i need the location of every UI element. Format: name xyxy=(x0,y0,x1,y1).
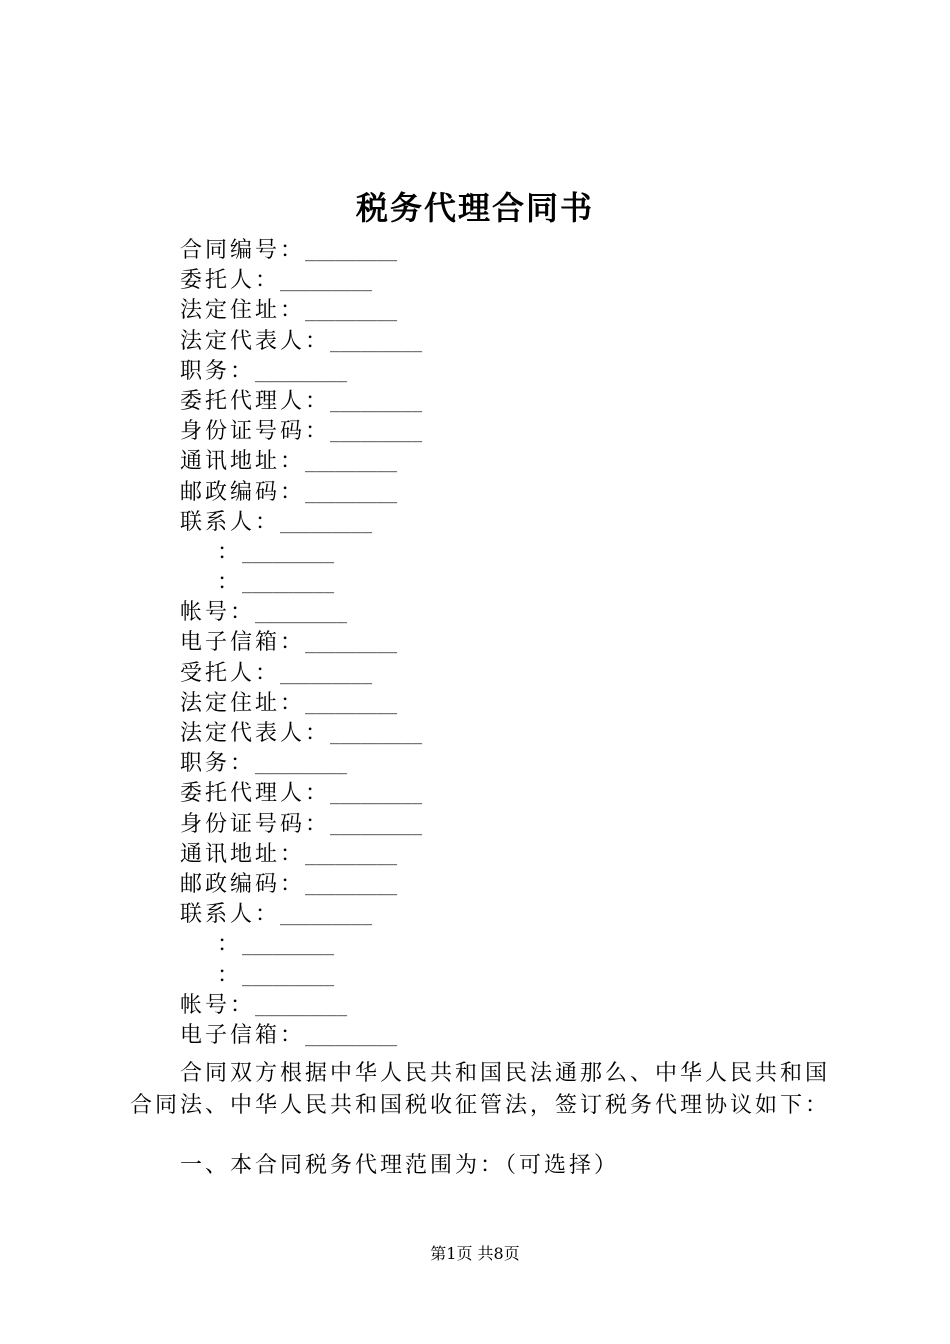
field-blank: _________ xyxy=(305,634,398,655)
field-principal xyxy=(180,266,880,296)
field-label: ： xyxy=(217,570,243,596)
field-principal-email xyxy=(180,628,880,658)
field-label: 合同编号： xyxy=(180,238,306,263)
field-principal-address xyxy=(180,296,880,326)
field-principal-contact xyxy=(180,508,880,538)
field-label: 帐号： xyxy=(180,600,256,626)
field-principal-mail-address xyxy=(180,447,880,477)
field-blank: _________ xyxy=(305,1026,398,1047)
field-label: 委托代理人： xyxy=(180,388,331,414)
field-trustee-unnamed-1 xyxy=(180,930,880,960)
field-label: 联系人： xyxy=(180,509,281,535)
field-label: 通讯地址： xyxy=(180,449,306,475)
field-contract-number xyxy=(180,236,880,266)
section-one-heading: 一、本合同税务代理范围为：（可选择） xyxy=(180,1153,620,1178)
field-trustee-postcode xyxy=(180,870,880,900)
field-label: 职务： xyxy=(180,358,256,384)
field-blank: _________ xyxy=(255,996,348,1017)
field-blank: _________ xyxy=(305,242,398,262)
field-label: 帐号： xyxy=(180,992,256,1018)
field-label: 联系人： xyxy=(180,902,281,928)
field-label: 身份证号码： xyxy=(180,811,331,837)
field-principal-postcode xyxy=(180,478,880,508)
field-label: 职务： xyxy=(180,751,256,777)
field-label: ： xyxy=(217,539,243,565)
intro-paragraph-block xyxy=(130,1058,850,1122)
field-blank: _________ xyxy=(280,664,373,685)
field-principal-unnamed-1 xyxy=(180,538,880,568)
field-blank: _________ xyxy=(330,392,423,413)
field-label: 电子信箱： xyxy=(180,1022,306,1048)
field-blank: _________ xyxy=(330,785,423,806)
field-blank: _________ xyxy=(255,755,348,776)
field-blank: _________ xyxy=(242,543,335,564)
field-label: 邮政编码： xyxy=(180,479,306,505)
field-trustee-account xyxy=(180,991,880,1021)
field-blank: _________ xyxy=(330,332,423,353)
field-principal-agent xyxy=(180,387,880,417)
field-trustee-unnamed-2 xyxy=(180,961,880,991)
field-label: 邮政编码： xyxy=(180,871,306,897)
field-blank: _________ xyxy=(305,453,398,474)
intro-paragraph: 合同双方根据中华人民共和国民法通那么、中华人民共和国合同法、中华人民共和国税收征管法，签订税务代理协议如下： xyxy=(130,1061,831,1118)
field-blank: _________ xyxy=(242,966,335,987)
field-blank: _________ xyxy=(305,302,398,323)
field-principal-position xyxy=(180,357,880,387)
field-trustee xyxy=(180,659,880,689)
field-blank: _________ xyxy=(280,272,373,293)
field-principal-id-number xyxy=(180,417,880,447)
field-label: ： xyxy=(217,962,243,988)
field-label: 身份证号码： xyxy=(180,419,331,445)
field-label: 通讯地址： xyxy=(180,841,306,867)
field-trustee-id-number xyxy=(180,810,880,840)
field-blank: _________ xyxy=(330,423,423,444)
page-footer: 第1页 共8页 xyxy=(430,1244,520,1263)
field-trustee-legal-rep xyxy=(180,719,880,749)
field-trustee-contact xyxy=(180,900,880,930)
field-blank: _________ xyxy=(330,725,423,745)
field-label: 法定住址： xyxy=(180,690,306,716)
field-blank: _________ xyxy=(255,362,348,383)
field-principal-unnamed-2 xyxy=(180,568,880,598)
field-trustee-agent xyxy=(180,779,880,809)
field-trustee-mail-address xyxy=(180,840,880,870)
field-blank: _________ xyxy=(280,906,373,927)
field-label: 委托代理人： xyxy=(180,781,331,807)
field-blank: _________ xyxy=(280,513,373,534)
field-label: ： xyxy=(217,932,243,958)
field-label: 法定代表人： xyxy=(180,721,331,746)
field-label: 法定住址： xyxy=(180,298,306,324)
field-trustee-email xyxy=(180,1021,880,1051)
field-blank: _________ xyxy=(255,604,348,625)
field-label: 委托人： xyxy=(180,268,281,294)
field-trustee-address xyxy=(180,689,880,719)
field-label: 电子信箱： xyxy=(180,630,306,656)
field-blank: _________ xyxy=(305,875,398,896)
field-label: 受托人： xyxy=(180,660,281,686)
field-label: 法定代表人： xyxy=(180,328,331,354)
field-blank: _________ xyxy=(305,483,398,504)
field-principal-legal-rep xyxy=(180,327,880,357)
field-blank: _________ xyxy=(305,694,398,715)
field-blank: _________ xyxy=(305,845,398,866)
field-trustee-position xyxy=(180,749,880,779)
field-principal-account xyxy=(180,598,880,628)
party-info-fields xyxy=(180,236,880,1051)
document-title: 税务代理合同书 xyxy=(355,189,594,227)
field-blank: _________ xyxy=(242,936,335,957)
field-blank: _________ xyxy=(242,574,335,595)
field-blank: _________ xyxy=(330,815,423,836)
